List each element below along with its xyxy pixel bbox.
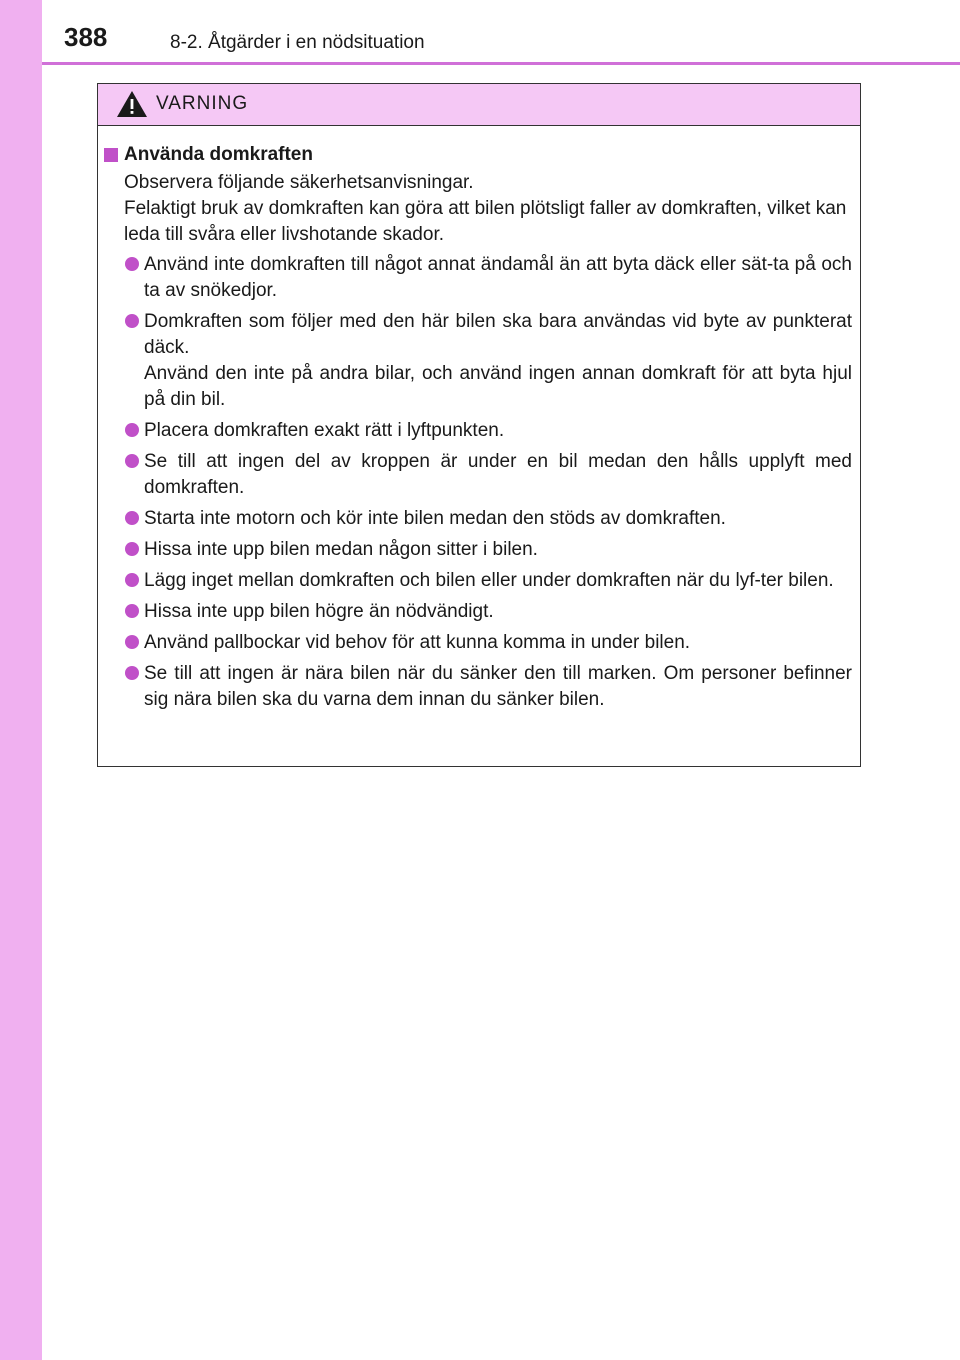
list-item — [104, 599, 852, 625]
list-item-text: Placera domkraften exakt rätt i lyftpunkten. — [144, 420, 505, 441]
bullet-dot-icon — [125, 454, 139, 468]
list-item-text: Använd inte domkraften till något annat ändamål än att byta däck eller sät-ta på och ta av snökedjor. — [144, 254, 852, 301]
list-item-text: Använd den inte på andra bilar, och använd ingen annan domkraft för att byta hjul på din bil. — [144, 363, 852, 410]
bullet-dot-icon — [125, 511, 139, 525]
list-item — [104, 630, 852, 656]
bullet-dot-icon — [125, 573, 139, 587]
list-item-text: Domkraften som följer med den här bilen ska bara användas vid byte av punkterat däck. — [144, 311, 852, 358]
list-item — [104, 568, 852, 594]
bullet-dot-icon — [125, 635, 139, 649]
list-item-text: Starta inte motorn och kör inte bilen medan den stöds av domkraften. — [144, 508, 726, 529]
intro-text — [104, 170, 852, 248]
square-bullet-icon — [104, 148, 118, 162]
intro-line: Felaktigt bruk av domkraften kan göra att bilen plötsligt faller av domkraften, vilket kan leda till svåra eller livshotande skador. — [124, 198, 847, 245]
warning-label: VARNING — [156, 93, 249, 114]
list-item — [104, 309, 852, 413]
list-item-text: Hissa inte upp bilen högre än nödvändigt. — [144, 601, 494, 622]
warning-triangle-icon — [116, 90, 148, 118]
list-item — [104, 449, 852, 501]
bullet-dot-icon — [125, 604, 139, 618]
list-item — [104, 418, 852, 444]
subheading-text: Använda domkraften — [124, 144, 313, 165]
list-item — [104, 537, 852, 563]
subheading — [104, 142, 852, 168]
bullet-dot-icon — [125, 666, 139, 680]
list-item-text: Se till att ingen är nära bilen när du sänker den till marken. Om personer befinner sig nära bilen ska du varna dem innan du sänker bilen. — [144, 663, 852, 710]
list-item — [104, 252, 852, 304]
list-item-text: Hissa inte upp bilen medan någon sitter i bilen. — [144, 539, 538, 560]
bullet-dot-icon — [125, 314, 139, 328]
header-divider — [42, 62, 960, 65]
bullet-dot-icon — [125, 257, 139, 271]
bullet-dot-icon — [125, 542, 139, 556]
section-title: 8-2. Åtgärder i en nödsituation — [170, 32, 425, 53]
intro-line: Observera följande säkerhetsanvisningar. — [124, 172, 474, 193]
bullet-dot-icon — [125, 423, 139, 437]
warning-header — [98, 84, 860, 126]
warning-box — [97, 83, 861, 767]
list-item-text: Använd pallbockar vid behov för att kunna komma in under bilen. — [144, 632, 691, 653]
page-number: 388 — [64, 22, 108, 52]
list-item-text: Se till att ingen del av kroppen är under en bil medan den hålls upplyft med domkraften. — [144, 451, 852, 498]
list-item — [104, 506, 852, 532]
side-color-band — [0, 0, 42, 1360]
warning-body — [98, 126, 860, 713]
list-item — [104, 661, 852, 713]
bullet-list — [104, 252, 852, 713]
list-item-text: Lägg inget mellan domkraften och bilen eller under domkraften när du lyf-ter bilen. — [144, 570, 834, 591]
